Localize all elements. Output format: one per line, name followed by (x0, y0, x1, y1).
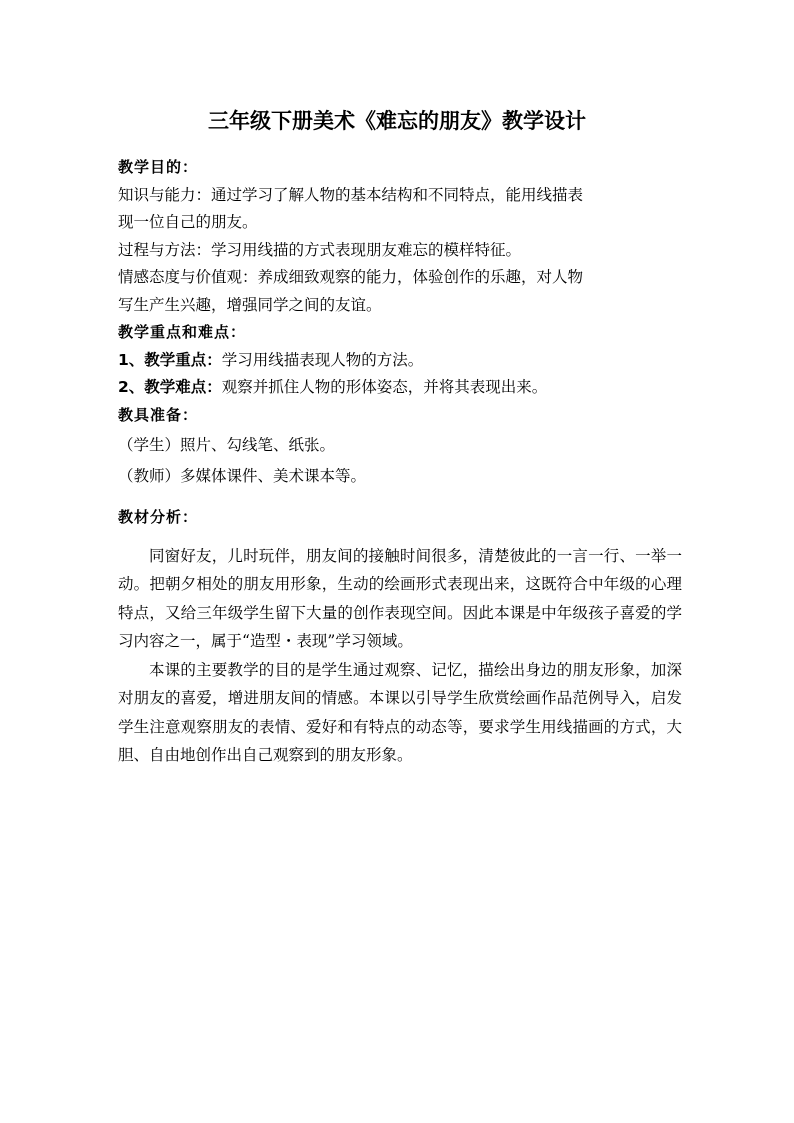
materials-teacher: （教师）多媒体课件、美术课本等。 (118, 466, 367, 485)
objective-process (118, 237, 684, 265)
key-point-2 (118, 374, 684, 402)
objective-attitude-text: 养成细致观察的能力，体验创作的乐趣，对人物 (257, 268, 584, 286)
analysis-paragraph-1: 同窗好友，儿时玩伴，朋友间的接触时间很多，清楚彼此的一言一行、一举一动。把朝夕相处的朋友用形象，生动的绘画形式表现出来，这既符合中年级的心理特点，又给三年级学生留下大量的创作表现空间。因此本课是中年级孩子喜爱的学习内容之一，属于“造型・表现”学习领域。 (118, 546, 682, 650)
objectives-heading: 教学目的： (118, 158, 199, 176)
key-point-1-text: 学习用线描表现人物的方法。 (221, 350, 424, 369)
analysis-heading: 教材分析： (118, 508, 199, 526)
document-title: 三年级下册美术《难忘的朋友》教学设计 (208, 109, 586, 133)
objective-knowledge (118, 182, 684, 210)
key-point-2-label: 2、教学难点： (118, 378, 222, 396)
analysis-paragraph-2: 本课的主要教学的目的是学生通过观察、记忆，描绘出身边的朋友形象，加深对朋友的喜爱，增进朋友间的情感。本课以引导学生欣赏绘画作品范例导入，启发学生注意观察朋友的表情、爱好和有特点的动态等，要求学生用线描画的方式，大胆、自由地创作出自己观察到的朋友形象。 (118, 660, 682, 764)
objective-process-text: 学习用线描的方式表现朋友难忘的模样特征。 (211, 240, 522, 259)
key-point-2-text: 观察并抓住人物的形体姿态，并将其表现出来。 (221, 378, 548, 396)
materials-students: （学生）照片、勾线笔、纸张。 (118, 436, 336, 454)
objective-knowledge-text: 通过学习了解人物的基本结构和不同特点，能用线描表 (211, 185, 584, 204)
objective-process-label: 过程与方法： (118, 240, 212, 259)
key-point-1-label: 1、教学重点： (118, 350, 222, 369)
document-body (118, 154, 684, 770)
key-points-heading: 教学重点和难点： (118, 323, 247, 341)
objective-attitude-cont: 写生产生兴趣，增强同学之间的友谊。 (118, 295, 382, 314)
materials-heading: 教具准备： (118, 405, 199, 424)
key-point-1 (118, 347, 684, 375)
objective-attitude (118, 264, 684, 292)
objective-knowledge-label: 知识与能力： (118, 185, 212, 204)
objective-knowledge-cont: 现一位自己的朋友。 (118, 213, 258, 231)
objective-attitude-label: 情感态度与价值观： (118, 268, 258, 286)
